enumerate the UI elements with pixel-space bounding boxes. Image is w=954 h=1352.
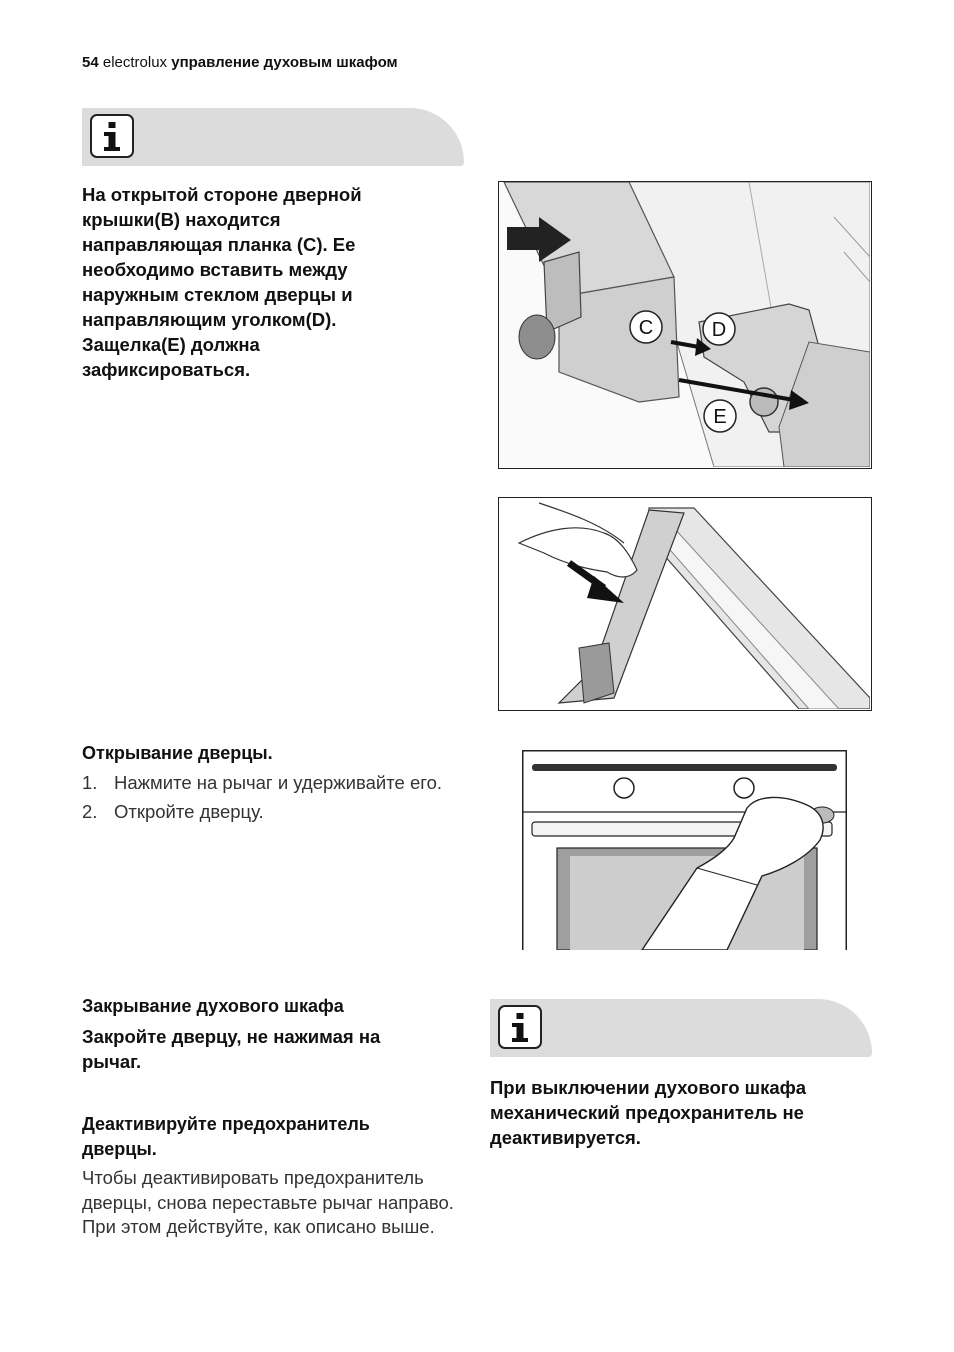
note-top-text: На открытой стороне дверной крышки(B) находится направляющая планка (C). Ее необходимо вставить между наружным стеклом дверцы и направляющим уголком(D). Защелка(E) должна зафиксироваться. <box>82 184 362 380</box>
closing-text: Закройте дверцу, не нажимая на рычаг. <box>82 1026 381 1072</box>
deactivate-title: Деактивируйте предохранитель дверцы. <box>82 1114 370 1159</box>
deactivate-text: Чтобы деактивировать предохранитель дверцы, снова переставьте рычаг направо. При этом действуйте, как описано выше. <box>82 1167 454 1237</box>
figure-hand-pressing-rail <box>498 497 872 711</box>
page-number: 54 <box>82 54 99 71</box>
brand-name: electrolux <box>102 54 168 71</box>
info-icon <box>90 114 134 158</box>
opening-steps <box>82 770 454 828</box>
figure-door-rail <box>498 181 872 469</box>
info-bar-bottom <box>490 999 872 1057</box>
section-title: управление духовым шкафом <box>171 54 398 71</box>
opening-title: Открывание дверцы. <box>82 743 273 763</box>
list-item: 1. Нажмите на рычаг и удерживайте его. <box>82 772 443 793</box>
label-d: D <box>711 319 727 341</box>
list-item: 2. Откройте дверцу. <box>82 801 264 822</box>
info-icon <box>498 1005 542 1049</box>
info-bar-top <box>82 108 464 166</box>
page-header <box>82 54 398 71</box>
closing-title: Закрывание духового шкафа <box>82 996 344 1016</box>
label-e: E <box>713 406 727 428</box>
figure-oven-front <box>522 750 847 950</box>
label-c: C <box>638 317 654 339</box>
note-bottom-text: При выключении духового шкафа механический предохранитель не деактивируется. <box>490 1077 807 1148</box>
